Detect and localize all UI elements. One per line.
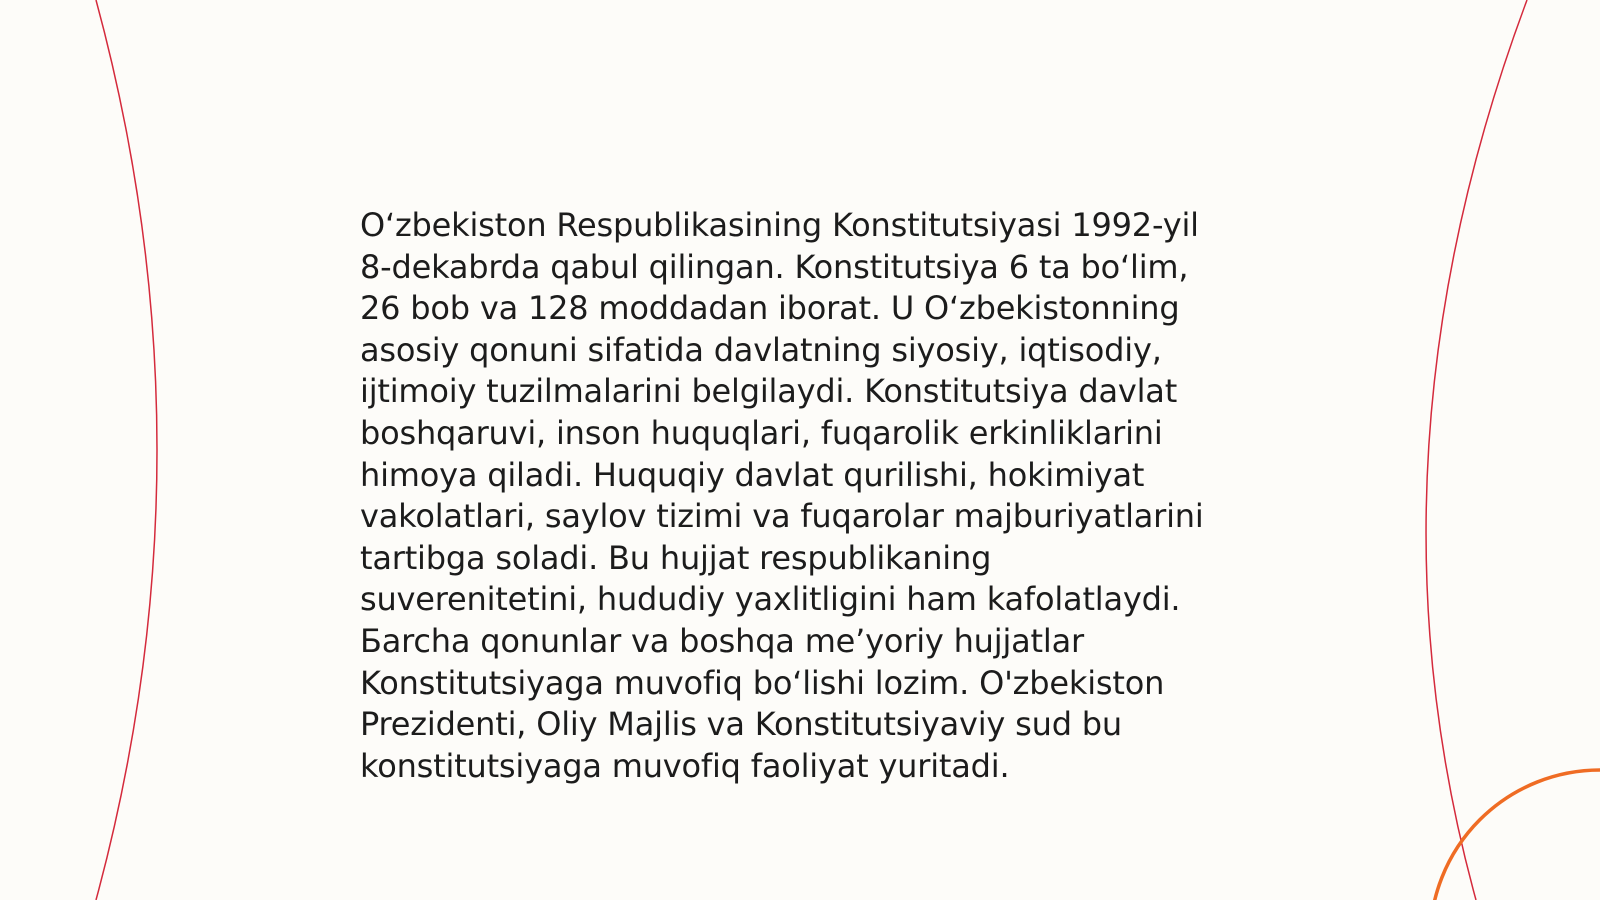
paragraph-line: Konstitutsiyaga muvofiq bo‘lishi lozim. O'zbekiston	[360, 663, 1165, 702]
paragraph-line: boshqaruvi, inson huquqlari, fuqarolik erkinliklarini	[360, 413, 1163, 452]
paragraph-line: 8-dekabrda qabul qilingan. Konstitutsiya 6 ta bo‘lim,	[360, 247, 1189, 286]
paragraph-line: himoya qiladi. Huquqiy davlat qurilishi, hokimiyat	[360, 455, 1145, 494]
paragraph-line: tartibga soladi. Bu hujjat respublikaning	[360, 538, 992, 577]
paragraph-line: suverenitetini, hududiy yaxlitligini ham kafolatlaydi.	[360, 580, 1181, 619]
right-curve-line	[1426, 0, 1527, 900]
paragraph-line: Prezidenti, Oliy Majlis va Konstitutsiyaviy sud bu	[360, 705, 1122, 744]
paragraph-line: vakolatlari, saylov tizimi va fuqarolar majburiyatlarini	[360, 497, 1204, 536]
left-curve-line	[96, 0, 157, 900]
paragraph-line: asosiy qonuni sifatida davlatning siyosiy, iqtisodiy,	[360, 330, 1162, 369]
paragraph-line: Бarcha qonunlar va boshqa me’yoriy hujjatlar	[360, 621, 1084, 660]
paragraph-line: 26 bob va 128 moddadan iborat. U O‘zbekistonning	[360, 289, 1180, 328]
body-paragraph	[360, 205, 1240, 787]
paragraph-line: O‘zbekiston Respublikasining Konstitutsiyasi 1992-yil	[360, 206, 1199, 244]
paragraph-line: konstitutsiyaga muvofiq faoliyat yuritadi.	[360, 746, 1010, 785]
paragraph-line: ijtimoiy tuzilmalarini belgilaydi. Konstitutsiya davlat	[360, 372, 1178, 411]
orange-arc	[1430, 770, 1600, 900]
